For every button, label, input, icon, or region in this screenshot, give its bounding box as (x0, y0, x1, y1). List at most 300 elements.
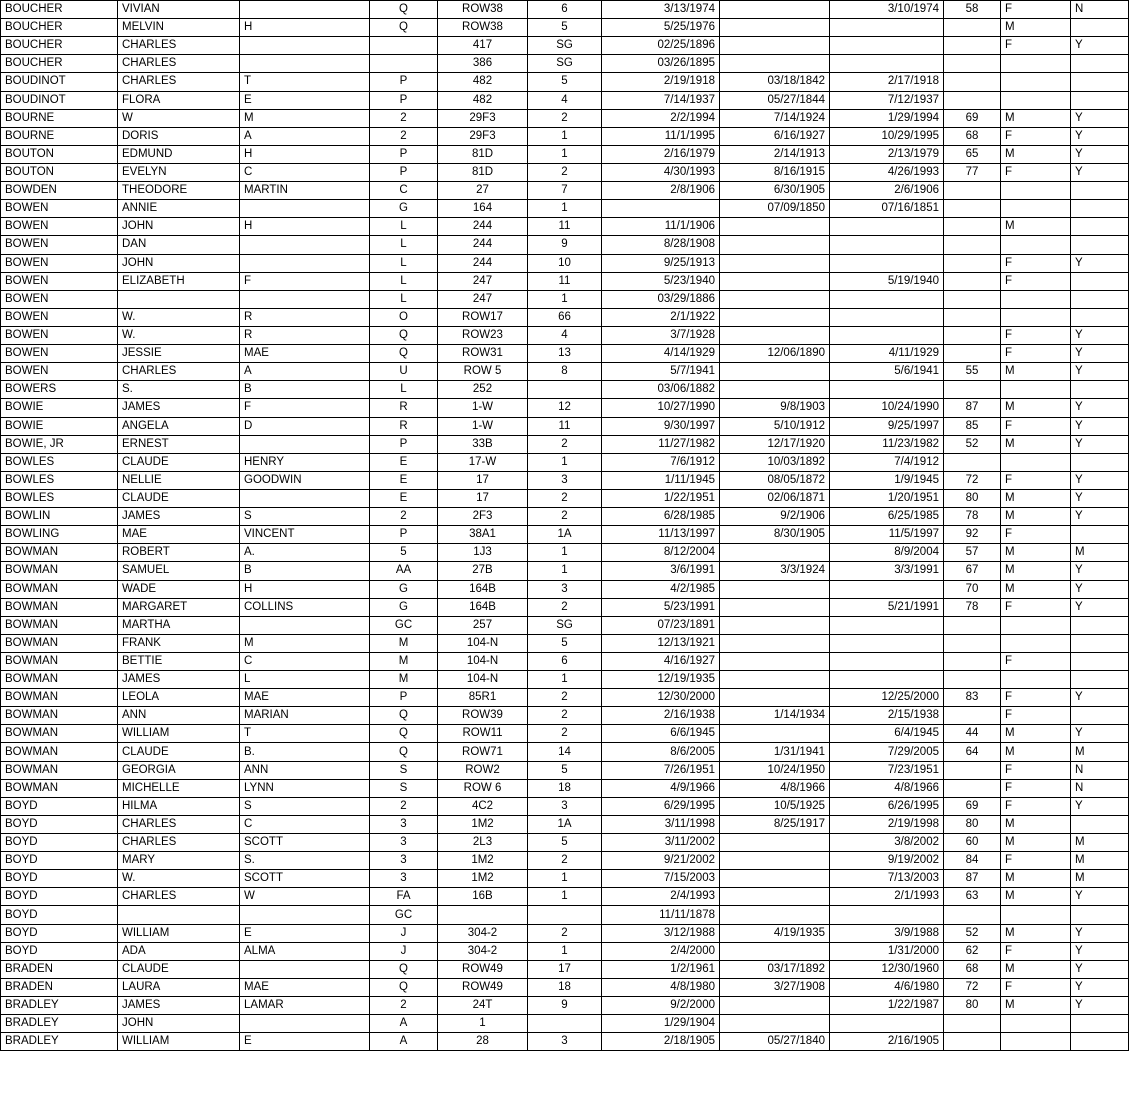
cell-last-name[interactable]: BRADLEY (1, 1015, 118, 1033)
cell-lot[interactable]: 386 (438, 55, 528, 73)
cell-burial-date[interactable]: 3/6/1991 (602, 562, 720, 580)
cell-lot[interactable]: 1M2 (438, 870, 528, 888)
cell-first-name[interactable]: HILMA (118, 797, 240, 815)
cell-burial-date[interactable]: 1/29/1904 (602, 1015, 720, 1033)
cell-burial-date[interactable]: 1/22/1951 (602, 489, 720, 507)
cell-last-name[interactable]: BOWMAN (1, 616, 118, 634)
cell-last-name[interactable]: BOWLING (1, 526, 118, 544)
cell-death-date[interactable]: 10/29/1995 (830, 127, 944, 145)
cell-burial-date[interactable]: 07/23/1891 (602, 616, 720, 634)
cell-veteran[interactable] (1071, 707, 1129, 725)
cell-veteran[interactable]: Y (1071, 326, 1129, 344)
cell-middle-name[interactable] (240, 1015, 370, 1033)
cell-middle-name[interactable]: B (240, 381, 370, 399)
cell-age[interactable] (944, 1015, 1001, 1033)
cell-section[interactable]: L (370, 290, 438, 308)
cell-sex[interactable]: M (1001, 399, 1071, 417)
cell-age[interactable] (944, 37, 1001, 55)
cell-veteran[interactable] (1071, 236, 1129, 254)
cell-middle-name[interactable]: COLLINS (240, 598, 370, 616)
cell-birth-date[interactable] (720, 997, 830, 1015)
cell-first-name[interactable]: JOHN (118, 254, 240, 272)
cell-section[interactable]: J (370, 924, 438, 942)
cell-last-name[interactable]: BOWLES (1, 453, 118, 471)
cell-age[interactable] (944, 671, 1001, 689)
cell-last-name[interactable]: BOYD (1, 942, 118, 960)
cell-first-name[interactable]: EDMUND (118, 145, 240, 163)
cell-section[interactable]: Q (370, 725, 438, 743)
cell-section[interactable]: R (370, 399, 438, 417)
cell-veteran[interactable]: Y (1071, 797, 1129, 815)
cell-age[interactable]: 72 (944, 471, 1001, 489)
cell-age[interactable]: 64 (944, 743, 1001, 761)
cell-age[interactable]: 65 (944, 145, 1001, 163)
cell-death-date[interactable]: 7/4/1912 (830, 453, 944, 471)
cell-birth-date[interactable] (720, 272, 830, 290)
cell-lot[interactable]: 29F3 (438, 127, 528, 145)
cell-grave[interactable]: 2 (528, 598, 602, 616)
cell-section[interactable]: 3 (370, 815, 438, 833)
cell-last-name[interactable]: BOURNE (1, 109, 118, 127)
cell-age[interactable] (944, 218, 1001, 236)
cell-death-date[interactable]: 12/30/1960 (830, 960, 944, 978)
cell-grave[interactable]: 1 (528, 888, 602, 906)
cell-death-date[interactable] (830, 19, 944, 37)
cell-veteran[interactable]: Y (1071, 508, 1129, 526)
cell-lot[interactable]: 104-N (438, 671, 528, 689)
cell-birth-date[interactable] (720, 363, 830, 381)
cell-last-name[interactable]: BOWEN (1, 218, 118, 236)
cell-lot[interactable]: ROW17 (438, 308, 528, 326)
cell-section[interactable]: GC (370, 616, 438, 634)
cell-first-name[interactable]: MARY (118, 852, 240, 870)
cell-first-name[interactable]: VIVIAN (118, 1, 240, 19)
cell-last-name[interactable]: BOWERS (1, 381, 118, 399)
cell-middle-name[interactable]: C (240, 163, 370, 181)
cell-section[interactable]: 3 (370, 870, 438, 888)
cell-sex[interactable]: M (1001, 218, 1071, 236)
cell-birth-date[interactable] (720, 888, 830, 906)
cell-veteran[interactable]: Y (1071, 562, 1129, 580)
cell-birth-date[interactable] (720, 1015, 830, 1033)
cell-birth-date[interactable] (720, 1, 830, 19)
cell-middle-name[interactable]: MAE (240, 689, 370, 707)
cell-lot[interactable]: ROW 5 (438, 363, 528, 381)
cell-section[interactable] (370, 37, 438, 55)
cell-first-name[interactable]: JAMES (118, 671, 240, 689)
cell-section[interactable]: Q (370, 743, 438, 761)
cell-first-name[interactable] (118, 906, 240, 924)
cell-middle-name[interactable]: S (240, 508, 370, 526)
cell-burial-date[interactable]: 4/30/1993 (602, 163, 720, 181)
cell-grave[interactable]: 8 (528, 363, 602, 381)
cell-lot[interactable]: 247 (438, 290, 528, 308)
cell-middle-name[interactable]: C (240, 815, 370, 833)
cell-birth-date[interactable]: 6/16/1927 (720, 127, 830, 145)
cell-lot[interactable]: 252 (438, 381, 528, 399)
cell-birth-date[interactable] (720, 834, 830, 852)
cell-death-date[interactable]: 4/6/1980 (830, 978, 944, 996)
cell-sex[interactable]: M (1001, 960, 1071, 978)
cell-grave[interactable]: 11 (528, 272, 602, 290)
cell-birth-date[interactable] (720, 671, 830, 689)
cell-death-date[interactable]: 3/3/1991 (830, 562, 944, 580)
cell-last-name[interactable]: BOYD (1, 815, 118, 833)
cell-veteran[interactable]: Y (1071, 435, 1129, 453)
cell-sex[interactable]: F (1001, 163, 1071, 181)
cell-veteran[interactable] (1071, 616, 1129, 634)
cell-sex[interactable]: F (1001, 652, 1071, 670)
cell-birth-date[interactable] (720, 852, 830, 870)
cell-grave[interactable] (528, 381, 602, 399)
cell-death-date[interactable]: 3/9/1988 (830, 924, 944, 942)
cell-grave[interactable]: 2 (528, 707, 602, 725)
cell-first-name[interactable]: MAE (118, 526, 240, 544)
cell-sex[interactable]: F (1001, 598, 1071, 616)
cell-grave[interactable]: 2 (528, 163, 602, 181)
cell-birth-date[interactable] (720, 326, 830, 344)
cell-death-date[interactable]: 6/4/1945 (830, 725, 944, 743)
cell-grave[interactable]: 1A (528, 815, 602, 833)
cell-age[interactable]: 69 (944, 109, 1001, 127)
cell-first-name[interactable]: JOHN (118, 218, 240, 236)
cell-burial-date[interactable]: 11/1/1995 (602, 127, 720, 145)
cell-section[interactable]: P (370, 73, 438, 91)
cell-first-name[interactable]: CHARLES (118, 834, 240, 852)
cell-middle-name[interactable] (240, 906, 370, 924)
cell-middle-name[interactable] (240, 489, 370, 507)
cell-death-date[interactable]: 5/19/1940 (830, 272, 944, 290)
cell-lot[interactable]: 247 (438, 272, 528, 290)
cell-age[interactable]: 68 (944, 127, 1001, 145)
cell-section[interactable]: L (370, 381, 438, 399)
cell-middle-name[interactable] (240, 200, 370, 218)
cell-birth-date[interactable]: 05/27/1840 (720, 1033, 830, 1051)
cell-veteran[interactable]: Y (1071, 942, 1129, 960)
cell-sex[interactable] (1001, 671, 1071, 689)
cell-burial-date[interactable]: 8/28/1908 (602, 236, 720, 254)
cell-birth-date[interactable] (720, 290, 830, 308)
cell-last-name[interactable]: BOYD (1, 924, 118, 942)
cell-grave[interactable]: 2 (528, 852, 602, 870)
cell-grave[interactable]: 7 (528, 182, 602, 200)
cell-last-name[interactable]: BOWMAN (1, 743, 118, 761)
cell-section[interactable]: C (370, 182, 438, 200)
cell-sex[interactable]: F (1001, 779, 1071, 797)
cell-veteran[interactable]: Y (1071, 598, 1129, 616)
cell-last-name[interactable]: BOWMAN (1, 562, 118, 580)
cell-grave[interactable]: 4 (528, 91, 602, 109)
cell-section[interactable]: 2 (370, 109, 438, 127)
cell-first-name[interactable]: DAN (118, 236, 240, 254)
cell-section[interactable]: P (370, 163, 438, 181)
cell-sex[interactable]: F (1001, 417, 1071, 435)
cell-veteran[interactable]: Y (1071, 924, 1129, 942)
cell-last-name[interactable]: BOUCHER (1, 1, 118, 19)
cell-veteran[interactable]: Y (1071, 489, 1129, 507)
cell-lot[interactable]: 16B (438, 888, 528, 906)
cell-death-date[interactable]: 4/11/1929 (830, 345, 944, 363)
cell-burial-date[interactable]: 03/26/1895 (602, 55, 720, 73)
cell-veteran[interactable] (1071, 218, 1129, 236)
cell-first-name[interactable]: SAMUEL (118, 562, 240, 580)
cell-burial-date[interactable]: 10/27/1990 (602, 399, 720, 417)
cell-lot[interactable]: 1 (438, 1015, 528, 1033)
cell-first-name[interactable]: MARGARET (118, 598, 240, 616)
cell-age[interactable] (944, 19, 1001, 37)
cell-veteran[interactable]: Y (1071, 254, 1129, 272)
cell-sex[interactable] (1001, 453, 1071, 471)
cell-grave[interactable]: 2 (528, 508, 602, 526)
cell-grave[interactable]: 3 (528, 471, 602, 489)
cell-middle-name[interactable]: L (240, 671, 370, 689)
cell-burial-date[interactable]: 3/11/1998 (602, 815, 720, 833)
cell-burial-date[interactable]: 03/29/1886 (602, 290, 720, 308)
cell-first-name[interactable]: MELVIN (118, 19, 240, 37)
cell-section[interactable]: G (370, 200, 438, 218)
cell-veteran[interactable]: Y (1071, 580, 1129, 598)
cell-burial-date[interactable]: 5/25/1976 (602, 19, 720, 37)
cell-veteran[interactable] (1071, 906, 1129, 924)
cell-grave[interactable]: 12 (528, 399, 602, 417)
cell-first-name[interactable]: GEORGIA (118, 761, 240, 779)
cell-lot[interactable]: 29F3 (438, 109, 528, 127)
cell-burial-date[interactable]: 2/1/1922 (602, 308, 720, 326)
cell-age[interactable]: 52 (944, 924, 1001, 942)
cell-birth-date[interactable]: 8/30/1905 (720, 526, 830, 544)
cell-veteran[interactable]: Y (1071, 960, 1129, 978)
cell-lot[interactable]: ROW49 (438, 960, 528, 978)
cell-lot[interactable]: 38A1 (438, 526, 528, 544)
cell-age[interactable] (944, 652, 1001, 670)
cell-first-name[interactable]: CHARLES (118, 815, 240, 833)
cell-first-name[interactable]: JAMES (118, 997, 240, 1015)
cell-death-date[interactable]: 2/16/1905 (830, 1033, 944, 1051)
cell-birth-date[interactable] (720, 544, 830, 562)
cell-sex[interactable] (1001, 91, 1071, 109)
cell-age[interactable]: 85 (944, 417, 1001, 435)
cell-middle-name[interactable]: MARTIN (240, 182, 370, 200)
cell-last-name[interactable]: BOWIE, JR (1, 435, 118, 453)
cell-middle-name[interactable]: LAMAR (240, 997, 370, 1015)
cell-sex[interactable] (1001, 55, 1071, 73)
cell-sex[interactable]: F (1001, 326, 1071, 344)
cell-section[interactable]: P (370, 526, 438, 544)
cell-burial-date[interactable]: 12/19/1935 (602, 671, 720, 689)
cell-first-name[interactable]: W. (118, 308, 240, 326)
cell-burial-date[interactable]: 3/11/2002 (602, 834, 720, 852)
cell-birth-date[interactable] (720, 652, 830, 670)
cell-section[interactable]: G (370, 580, 438, 598)
cell-first-name[interactable]: CLAUDE (118, 743, 240, 761)
cell-age[interactable] (944, 616, 1001, 634)
cell-veteran[interactable]: M (1071, 743, 1129, 761)
cell-lot[interactable]: 482 (438, 73, 528, 91)
cell-sex[interactable]: M (1001, 363, 1071, 381)
cell-section[interactable]: 2 (370, 127, 438, 145)
cell-burial-date[interactable]: 03/06/1882 (602, 381, 720, 399)
cell-age[interactable] (944, 779, 1001, 797)
cell-first-name[interactable]: ANNIE (118, 200, 240, 218)
cell-section[interactable]: 5 (370, 544, 438, 562)
cell-grave[interactable]: 1 (528, 290, 602, 308)
cell-grave[interactable]: 3 (528, 797, 602, 815)
cell-section[interactable]: A (370, 1033, 438, 1051)
cell-burial-date[interactable]: 11/11/1878 (602, 906, 720, 924)
cell-middle-name[interactable]: ANN (240, 761, 370, 779)
cell-first-name[interactable]: CHARLES (118, 888, 240, 906)
cell-middle-name[interactable]: GOODWIN (240, 471, 370, 489)
cell-lot[interactable]: ROW23 (438, 326, 528, 344)
cell-sex[interactable]: M (1001, 888, 1071, 906)
cell-grave[interactable]: 1 (528, 870, 602, 888)
cell-birth-date[interactable] (720, 19, 830, 37)
cell-lot[interactable]: 244 (438, 254, 528, 272)
cell-veteran[interactable] (1071, 200, 1129, 218)
cell-sex[interactable] (1001, 1033, 1071, 1051)
cell-last-name[interactable]: BOUCHER (1, 37, 118, 55)
cell-grave[interactable]: 3 (528, 580, 602, 598)
cell-death-date[interactable]: 4/8/1966 (830, 779, 944, 797)
cell-death-date[interactable]: 1/31/2000 (830, 942, 944, 960)
cell-death-date[interactable]: 2/19/1998 (830, 815, 944, 833)
cell-death-date[interactable]: 4/26/1993 (830, 163, 944, 181)
cell-middle-name[interactable]: A (240, 127, 370, 145)
cell-age[interactable] (944, 707, 1001, 725)
cell-burial-date[interactable]: 3/13/1974 (602, 1, 720, 19)
cell-middle-name[interactable] (240, 37, 370, 55)
cell-lot[interactable]: 1M2 (438, 815, 528, 833)
cell-middle-name[interactable]: F (240, 272, 370, 290)
cell-last-name[interactable]: BOUDINOT (1, 91, 118, 109)
cell-death-date[interactable]: 9/25/1997 (830, 417, 944, 435)
cell-death-date[interactable]: 07/16/1851 (830, 200, 944, 218)
cell-age[interactable]: 63 (944, 888, 1001, 906)
cell-burial-date[interactable]: 2/16/1938 (602, 707, 720, 725)
cell-grave[interactable]: 18 (528, 779, 602, 797)
cell-section[interactable]: L (370, 254, 438, 272)
cell-first-name[interactable]: MICHELLE (118, 779, 240, 797)
cell-grave[interactable]: 2 (528, 725, 602, 743)
cell-age[interactable] (944, 290, 1001, 308)
cell-death-date[interactable]: 9/19/2002 (830, 852, 944, 870)
cell-death-date[interactable]: 6/25/1985 (830, 508, 944, 526)
cell-age[interactable]: 77 (944, 163, 1001, 181)
cell-sex[interactable] (1001, 616, 1071, 634)
cell-first-name[interactable]: CHARLES (118, 363, 240, 381)
cell-birth-date[interactable]: 10/5/1925 (720, 797, 830, 815)
cell-section[interactable]: 3 (370, 834, 438, 852)
cell-lot[interactable]: 304-2 (438, 942, 528, 960)
cell-death-date[interactable] (830, 1015, 944, 1033)
cell-sex[interactable] (1001, 290, 1071, 308)
cell-age[interactable] (944, 272, 1001, 290)
cell-sex[interactable]: F (1001, 345, 1071, 363)
cell-birth-date[interactable]: 9/8/1903 (720, 399, 830, 417)
cell-grave[interactable]: 2 (528, 924, 602, 942)
cell-birth-date[interactable]: 6/30/1905 (720, 182, 830, 200)
cell-last-name[interactable]: BOWMAN (1, 598, 118, 616)
cell-burial-date[interactable]: 11/13/1997 (602, 526, 720, 544)
cell-grave[interactable]: 14 (528, 743, 602, 761)
cell-section[interactable]: Q (370, 960, 438, 978)
cell-sex[interactable] (1001, 381, 1071, 399)
cell-lot[interactable]: 33B (438, 435, 528, 453)
cell-burial-date[interactable]: 9/25/1913 (602, 254, 720, 272)
cell-sex[interactable]: M (1001, 924, 1071, 942)
cell-age[interactable]: 83 (944, 689, 1001, 707)
cell-section[interactable]: P (370, 689, 438, 707)
cell-last-name[interactable]: BOURNE (1, 127, 118, 145)
cell-veteran[interactable] (1071, 652, 1129, 670)
cell-grave[interactable]: 17 (528, 960, 602, 978)
cell-middle-name[interactable]: E (240, 1033, 370, 1051)
cell-first-name[interactable]: EVELYN (118, 163, 240, 181)
cell-middle-name[interactable]: S (240, 797, 370, 815)
cell-last-name[interactable]: BRADEN (1, 960, 118, 978)
cell-grave[interactable]: 6 (528, 1, 602, 19)
cell-death-date[interactable]: 7/13/2003 (830, 870, 944, 888)
cell-grave[interactable]: 9 (528, 997, 602, 1015)
cell-grave[interactable]: 1 (528, 942, 602, 960)
cell-sex[interactable] (1001, 200, 1071, 218)
cell-veteran[interactable]: Y (1071, 471, 1129, 489)
cell-section[interactable]: M (370, 671, 438, 689)
cell-first-name[interactable]: CHARLES (118, 55, 240, 73)
cell-birth-date[interactable] (720, 308, 830, 326)
cell-death-date[interactable]: 8/9/2004 (830, 544, 944, 562)
cell-middle-name[interactable]: M (240, 109, 370, 127)
cell-death-date[interactable] (830, 236, 944, 254)
cell-burial-date[interactable]: 8/12/2004 (602, 544, 720, 562)
cell-first-name[interactable]: JESSIE (118, 345, 240, 363)
cell-last-name[interactable]: BOWMAN (1, 707, 118, 725)
cell-death-date[interactable]: 2/15/1938 (830, 707, 944, 725)
cell-sex[interactable]: F (1001, 852, 1071, 870)
cell-middle-name[interactable]: M (240, 634, 370, 652)
cell-sex[interactable]: M (1001, 834, 1071, 852)
cell-sex[interactable] (1001, 73, 1071, 91)
cell-middle-name[interactable] (240, 236, 370, 254)
cell-birth-date[interactable]: 9/2/1906 (720, 508, 830, 526)
cell-last-name[interactable]: BOYD (1, 797, 118, 815)
cell-last-name[interactable]: BOWMAN (1, 761, 118, 779)
cell-burial-date[interactable]: 5/23/1940 (602, 272, 720, 290)
cell-last-name[interactable]: BOWMAN (1, 725, 118, 743)
cell-birth-date[interactable]: 08/05/1872 (720, 471, 830, 489)
cell-lot[interactable]: 28 (438, 1033, 528, 1051)
cell-burial-date[interactable]: 6/28/1985 (602, 508, 720, 526)
cell-middle-name[interactable]: A (240, 363, 370, 381)
cell-section[interactable]: AA (370, 562, 438, 580)
cell-last-name[interactable]: BOYD (1, 852, 118, 870)
cell-middle-name[interactable]: A. (240, 544, 370, 562)
cell-middle-name[interactable]: MARIAN (240, 707, 370, 725)
cell-middle-name[interactable]: ALMA (240, 942, 370, 960)
cell-last-name[interactable]: BRADEN (1, 978, 118, 996)
cell-burial-date[interactable]: 12/30/2000 (602, 689, 720, 707)
cell-grave[interactable]: 5 (528, 834, 602, 852)
cell-middle-name[interactable]: E (240, 924, 370, 942)
cell-first-name[interactable]: DORIS (118, 127, 240, 145)
cell-sex[interactable]: M (1001, 489, 1071, 507)
cell-death-date[interactable] (830, 634, 944, 652)
cell-first-name[interactable]: W. (118, 326, 240, 344)
cell-sex[interactable] (1001, 634, 1071, 652)
cell-sex[interactable]: M (1001, 870, 1071, 888)
cell-death-date[interactable] (830, 326, 944, 344)
cell-death-date[interactable]: 3/10/1974 (830, 1, 944, 19)
